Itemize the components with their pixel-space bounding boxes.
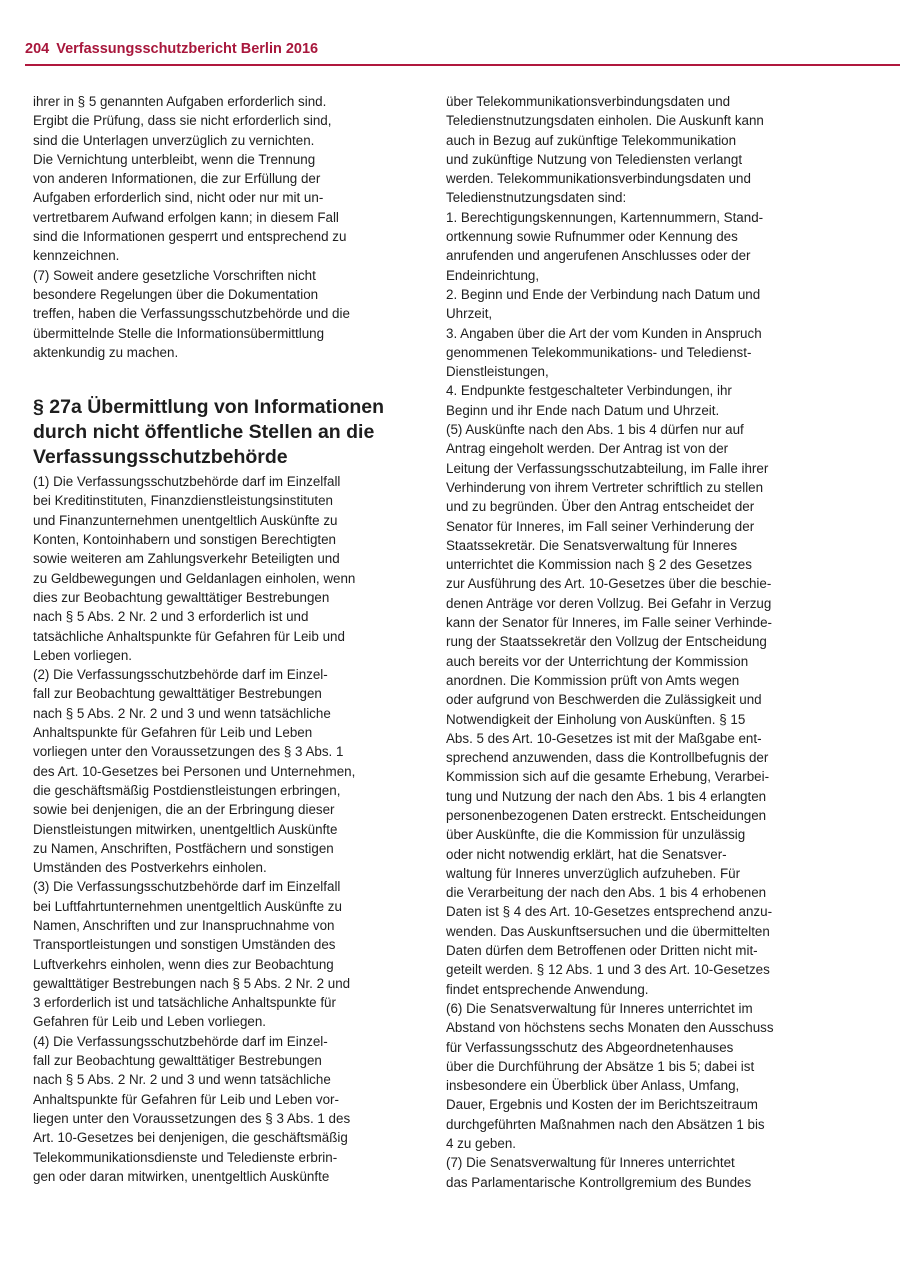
list-item: 2. Beginn und Ende der Verbindung nach Datum und Uhrzeit, — [446, 286, 761, 322]
left-column — [33, 92, 395, 1186]
paragraph: (2) Die Verfassungsschutzbehörde darf im Einzel- fall zur Beobachtung gewalttätiger Bestrebungen nach § 5 Abs. 2 Nr. 2 und 3 und wenn tatsächliche Anhaltspunkte für Gefahren für Leib und Leben vorliegen unter den Voraussetzungen des § 3 Abs. 1 des Art. 10-Gesetzes bei Personen und Unternehmen, die geschäftsmäßig Postdienstleistungen erbringen, sowie bei denjenigen, die an der Erbringung dieser Dienstleistungen mitwirken, unentgeltlich Auskünfte zu Namen, Anschriften, Postfächern und sonstigen Umständen des Postverkehrs einholen. — [33, 667, 356, 876]
page-header — [25, 38, 900, 66]
list-item: 1. Berechtigungskennungen, Kartennummern, Stand- ortkennung sowie Rufnummer oder Kennung des anrufenden und angerufenen Anschlusses oder der Endeinrichtung, — [446, 209, 764, 283]
page-number: 204 — [25, 41, 50, 57]
section-heading: § 27a Übermittlung von Informationen durch nicht öffentliche Stellen an die Verfassungsschutzbehörde — [33, 396, 385, 469]
paragraph: (4) Die Verfassungsschutzbehörde darf im Einzel- fall zur Beobachtung gewalttätiger Bestrebungen nach § 5 Abs. 2 Nr. 2 und 3 und wenn tatsächliche Anhaltspunkte für Gefahren für Leib und Leben vor- liegen unter den Voraussetzungen des § 3 Abs. 1 des Art. 10-Gesetzes bei denjenigen, die geschäftsmäßig Telekommunikationsdienste und Teledienste erbrin- gen oder daran mitwirken, unentgeltlich Auskünfte — [33, 1033, 351, 1184]
paragraph: (1) Die Verfassungsschutzbehörde darf im Einzelfall bei Kreditinstituten, Finanzdienstleistungsinstituten und Finanzunternehmen unentgeltlich Auskünfte zu Konten, Kontoinhabern und sonstigen Berechtigten sowie weiteren am Zahlungsverkehr Beteiligten und zu Geldbewegungen und Geldanlagen einholen, wenn dies zur Beobachtung gewalttätiger Bestrebungen nach § 5 Abs. 2 Nr. 2 und 3 erforderlich ist und tatsächliche Anhaltspunkte für Gefahren für Leib und Leben vorliegen. — [33, 474, 356, 663]
paragraph: (7) Die Senatsverwaltung für Inneres unterrichtet das Parlamentarische Kontrollgremium des Bundes — [446, 1155, 752, 1190]
running-title: Verfassungsschutzbericht Berlin 2016 — [56, 41, 319, 57]
paragraph: ihrer in § 5 genannten Aufgaben erforderlich sind. Ergibt die Prüfung, dass sie nicht erforderlich sind, sind die Unterlagen unverzüglich zu vernichten. Die Vernichtung unterbleibt, wenn die Trennung von anderen Informationen, die zur Erfüllung der Aufgaben erforderlich sind, nicht oder nur mit un- vertretbarem Aufwand erfolgen kann; in diesem Fall sind die Informationen gesperrt und entsprechend zu kennzeichnen. — [33, 94, 347, 264]
right-column — [446, 92, 808, 1192]
paragraph: (6) Die Senatsverwaltung für Inneres unterrichtet im Abstand von höchstens sechs Monaten den Ausschuss für Verfassungsschutz des Abgeordnetenhauses über die Durchführung der Absätze 1 bis 5; dabei ist insbesondere ein Überblick über Anlass, Umfang, Dauer, Ergebnis und Kosten der im Berichtszeitraum durchgeführten Maßnahmen nach den Absätzen 1 bis 4 zu geben. — [446, 1000, 774, 1152]
list-item: 4. Endpunkte festgeschalteter Verbindungen, ihr Beginn und ihr Ende nach Datum und Uhrzeit. — [446, 383, 732, 418]
paragraph: (5) Auskünfte nach den Abs. 1 bis 4 dürfen nur auf Antrag eingeholt werden. Der Antrag ist von der Leitung der Verfassungsschutzabteilung, im Falle ihrer Verhinderung von ihrem Vertreter schriftlich zu stellen und zu begründen. Über den Antrag entscheidet der Senator für Inneres, im Fall seiner Verhinderung der Staatssekretär. Die Senatsverwaltung für Inneres unterrichtet die Kommission nach § 2 des Gesetzes zur Ausführung des Art. 10-Gesetzes über die beschie- denen Anträge vor deren Vollzug. Bei Gefahr in Verzug kann der Senator für Inneres, im Falle seiner Verhinde- rung der Staatssekretär den Vollzug der Entscheidung auch bereits vor der Unterrichtung der Kommission anordnen. Die Kommission prüft von Amts wegen oder aufgrund von Beschwerden die Zulässigkeit und Notwendigkeit der Einholung von Auskünften. § 15 Abs. 5 des Art. 10-Gesetzes ist mit der Maßgabe ent- sprechend anzuwenden, dass die Kontrollbefugnis der Kommission sich auf die gesamte Erhebung, Verarbei- tung und Nutzung der nach den Abs. 1 bis 4 erlangten personenbezogenen Daten erstreckt. Entscheidungen über Auskünfte, die die Kommission für unzulässig oder nicht notwendig erklärt, hat die Senatsver- waltung für Inneres unverzüglich aufzuheben. Für die Verarbeitung der nach den Abs. 1 bis 4 erhobenen Daten ist § 4 des Art. 10-Gesetzes entsprechend anzu- wenden. Das Auskunftsersuchen und die übermittelten Daten dürfen dem Betroffenen oder Dritten nicht mit- geteilt werden. § 12 Abs. 1 und 3 des Art. 10-Gesetzes findet entsprechende Anwendung. — [446, 422, 773, 997]
paragraph: (3) Die Verfassungsschutzbehörde darf im Einzelfall bei Luftfahrtunternehmen unentgeltlich Auskünfte zu Namen, Anschriften und zur Inanspruchnahme von Transportleistungen und sonstigen Umständen des Luftverkehrs einholen, wenn dies zur Beobachtung gewalttätiger Bestrebungen nach § 5 Abs. 2 Nr. 2 und 3 erforderlich ist und tatsächliche Anhaltspunkte für Gefahren für Leib und Leben vorliegen. — [33, 879, 351, 1030]
list-item: 3. Angaben über die Art der vom Kunden in Anspruch genommenen Telekommunikations- und Teledienst- Dienstleistungen, — [446, 325, 762, 380]
paragraph: (7) Soweit andere gesetzliche Vorschriften nicht besondere Regelungen über die Dokumentation treffen, haben die Verfassungsschutzbehörde und die übermittelnde Stelle die Informationsübermittlung aktenkundig zu machen. — [33, 267, 350, 360]
paragraph: über Telekommunikationsverbindungsdaten und Teledienstnutzungsdaten einholen. Die Auskunft kann auch in Bezug auf zukünftige Telekommunikation und zukünftige Nutzung von Telediensten verlangt werden. Telekommunikationsverbindungsdaten und Teledienstnutzungsdaten sind: — [446, 94, 764, 206]
